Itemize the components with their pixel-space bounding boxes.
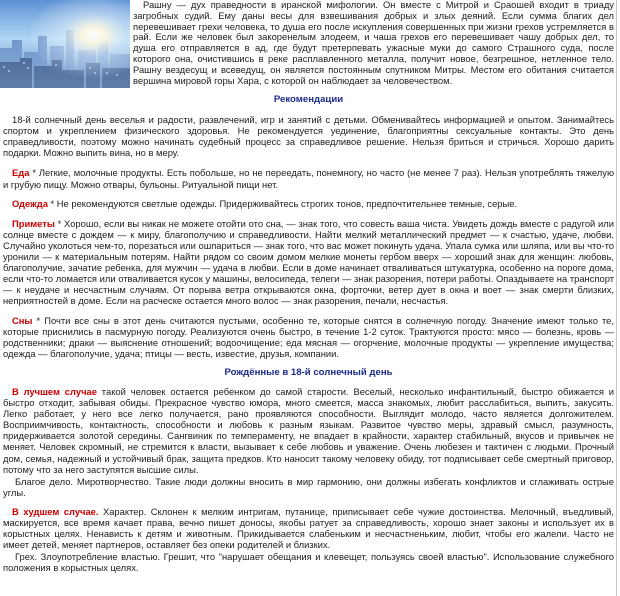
omens-text: * Хорошо, если вы никак не можете отойти ото сна, — знак того, что совесть ваша чиста. Увидеть дождь вместе с радугой или солнце вместе с дождем — к миру, благополучию и справедливости. Найти мелкий металлический предмет — к счастью, удаче, любви. Случайно уколоться чем-то, порезаться или ошпариться — знак того, что вас может покинуть удача. Упала сумка или шляпа, или вы что-то уронили — к материальным потерям. Найти рядом со своим домом мелкие монеты гербом вверх — хороший знак для женщин: любовь, благополучие, зачатие ребенка, для мужчин — удача в любви. Если в доме начинает отваливаться штукатурка, особенно на пороге дома, если что-то ломается или отваливается кусок у машины, велосипеда, телеги — знак разорения, потери работы. Опаздываете на транспорт — к неудаче и несчастным случаям. От порыва ветра открываются окна, форточки, ветер дует в окна и воет — знак смерти близких, неприятностей в доме. Если на расческе остается много волос — знак разорения, печали, несчастья. bbox=[3, 217, 615, 307]
dreams-text: * Почти все сны в этот день считаются пустыми, особенно те, которые снятся в солнечную погоду. Значение имеют только те, которые приснились в пасмурную погоду. Реализуются очень быстро, в течение 1-2 суток. Трактуются просто: мясо — болезнь, кровь — родственники; драки — выяснение отношений; водоочищение; еда мясная — огорчение, молочные продукты — укрепление имущества; одежда — благополучие, удача; птицы — весть, известие, друзья, компании. bbox=[3, 314, 614, 359]
article-body bbox=[0, 94, 614, 573]
good-deed-paragraph: Благое дело. Миротворчество. Такие люди должны вносить в мир гармонию, они должны избегать конфликтов и сглаживать острые углы. bbox=[3, 475, 614, 498]
clothes-label: Одежда bbox=[12, 197, 48, 209]
clothes-text: * Не рекомендуются светлые одежды. Придерживайтесь строгих тонов, предпочтительнее темные, серые. bbox=[47, 197, 518, 209]
best-case-text: такой человек остается ребенком до самой старости. Веселый, несколько инфантильный, быстро обижается и быстро отходит, забывая обиды. Прекрасное чувство юмора, много смеется, масса знакомых, любит расслабиться, выпить, закусить. Легко работает, у него все легко получается, рано проявляются способности. Выглядит молодо, часто является долгожителем. Восприимчивость, контактность, способности и любовь к разным языкам. Развитое чувство меры, здравый смысл, разумность, придерживается золотой середины. Сангвиник по темпераменту, не впадает в крайности, характер стабильный, вкусов и привычек не меняет. Человек скромный, не стремится к власти, вызывает к себе любовь и уважение. Очень любезен и тактичен с людьми. Прочный дом, семья, надежный и устойчивый брак, защита предков. Кто наносит такому человеку обиду, тот подписывает себе смертный приговор, потому что за него заступятся высшие силы. bbox=[3, 385, 614, 475]
page-frame-border bbox=[616, 0, 617, 596]
city-sunlight-photo bbox=[0, 0, 130, 88]
worst-case-paragraph bbox=[3, 506, 614, 550]
worst-case-text: Характер. Склонен к мелким интригам, путанице, приписывает себе чужие достоинства. Мелочный, въедливый, маскируется, все время качает права, вечно пишет доносы, якобы ратует за справедливость, хорошо знает законы и использует их в корыстных целях. Ненависть к детям и животным. Прикидывается слабеньким и несчастненьким, любит, чтобы его жалели. Часто не имеет детей, меняет партнеров, оставляет без опеки родителей и близких. bbox=[3, 505, 614, 551]
intro-text: Рашну — дух праведности в иранской мифологии. Он вместе с Митрой и Сраошей входит в триаду загробных судий. Ему даны весы для взвешивания добрых и злых деяний. Если сумма благих дел перевешивает грехи человека, то душа его после искупления совершенных при жизни грехов устремляется в рай. Если же человек был закоренелым злодеем, и чаша грехов его перевешивает чашу добрых дел, то душа его отправляется в ад, где будут претерпевать ужасные муки до самого Страшного суда, после которого она, очистившись в реке расплавленного металла, получит новое, безгрешное, нетленное тело. Рашну вездесущ и всеведущ, он является постоянным спутником Митры. Местом его обитания считается вершина мировой горы Хара, с которой он наблюдает за человечеством. bbox=[133, 0, 614, 86]
recommendations-heading: Рекомендации bbox=[273, 94, 344, 105]
recommendations-general-text: 18-й солнечный день веселья и радости, развлечений, игр и занятий с детьми. Обменивайтесь информацией и опытом. Занимайтесь спортом и укреплением физического здоровья. Не рекомендуется уединение, благоприятны сексуальные контакты. Это день справедливости, поэтому можно начинать судебный процесс за справедливое решение. Нельзя бриться и стричься. Хорошо дарить подарки. Можно выпить вина, но в меру. bbox=[3, 114, 614, 159]
food-paragraph bbox=[3, 167, 614, 189]
food-label: Еда bbox=[12, 167, 30, 179]
omens-paragraph bbox=[3, 218, 614, 307]
dreams-paragraph bbox=[3, 315, 614, 359]
best-case-label: В лучшем случае bbox=[12, 385, 97, 397]
intro-section bbox=[0, 0, 614, 88]
born-heading: Рождённые в 18-й солнечный день bbox=[224, 366, 393, 378]
omens-label: Приметы bbox=[12, 217, 55, 229]
best-case-paragraph bbox=[3, 386, 614, 475]
worst-case-label: В худшем случае. bbox=[12, 505, 99, 517]
sin-paragraph: Грех. Злоупотребление властью. Грешит, что "нарушает обещания и клевещет, пользуясь своей властью". Использование служебного положения в корыстных целях. bbox=[3, 551, 614, 574]
food-text: * Легкие, молочные продукты. Есть побольше, но не переедать, понемногу, но часто (не менее 7 раз). Нельзя употреблять тяжелую и грубую пищу. Можно отвары, бульоны. Ритуальной пищи нет. bbox=[3, 167, 614, 190]
dreams-label: Сны bbox=[12, 314, 33, 326]
clothes-paragraph bbox=[3, 198, 614, 209]
